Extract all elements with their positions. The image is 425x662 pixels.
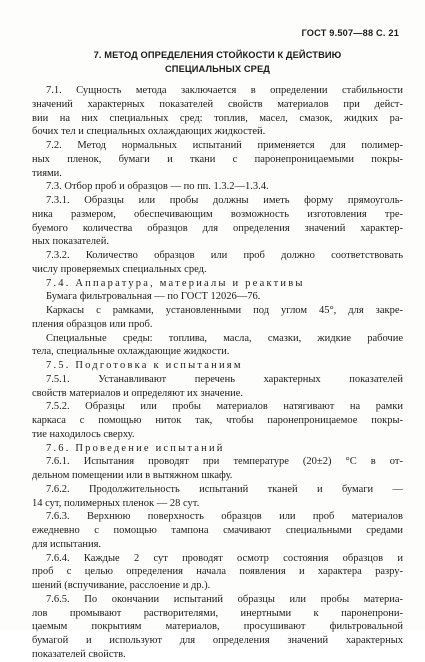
text-line: тела, специальные охлаждающие жидкости. — [32, 346, 230, 358]
paragraph-p7-6-1 — [32, 455, 403, 483]
text-line: 14 сут, полимерных пленок — 28 сут. — [32, 497, 200, 509]
paragraph-p7-5-2 — [32, 400, 403, 441]
text-line: пления образцов или проб. — [32, 318, 153, 330]
text-line: каркаса с помощью ниток так, чтобы паронепроницаемое покры- — [32, 415, 403, 426]
section-title-line-2: СПЕЦИАЛЬНЫХ СРЕД — [164, 64, 271, 74]
text-line: 7.2. Метод нормальных испытаний применяется для полимер- — [46, 140, 403, 151]
text-line: ных показателей. — [32, 236, 109, 248]
text-line: 7.6.1. Испытания проводят при температуре (20±2) °С в от- — [46, 456, 403, 468]
text-line: Специальные среды: топлива, масла, смазки, жидкие рабочие — [46, 332, 403, 344]
text-line: бочих тел и специальных охлаждающих жидкостей. — [32, 126, 266, 138]
paragraph-p7-6 — [32, 442, 403, 456]
text-line: показателей свойств. — [32, 648, 126, 660]
paragraph-p7-3-2 — [32, 249, 403, 277]
text-line: значений характерных показателей свойств материалов при дейст- — [32, 98, 403, 110]
paragraph-p7-2 — [32, 139, 403, 180]
text-line: числу проверяемых специальных сред. — [32, 263, 207, 275]
text-line: 7.6.5. По окончании испытаний образцы или пробы материа- — [46, 593, 403, 605]
text-line: проб с целью определения начала появления и характера разру- — [32, 566, 403, 578]
paragraph-p7-6-3 — [32, 510, 403, 551]
text-line: 7.5. Подготовка к испытаниям — [46, 360, 243, 371]
text-line: тие находилось сверху. — [32, 428, 135, 440]
text-line: вии на них специальных сред: топлив, масел, смазок, жидких ра- — [32, 112, 403, 124]
page-header: ГОСТ 9.507—88 С. 21 — [301, 28, 399, 38]
text-line: 7.3.2. Количество образцов или проб должно соответствовать — [46, 250, 403, 261]
text-line: Каркасы с рамками, установленными под углом 45°, для закре- — [46, 305, 403, 316]
paragraph-p7-4-media — [32, 332, 403, 360]
text-line: ежедневно с помощью тампона смачивают специальными средами — [32, 525, 403, 536]
text-line: 7.4. Аппаратура, материалы и реактивы — [46, 277, 305, 289]
text-line: 7.6.4. Каждые 2 сут проводят осмотр состояния образцов и — [46, 552, 403, 564]
text-line: ных пленок, бумаги и ткани с паронепроницаемыми покры- — [32, 153, 403, 165]
document-body — [32, 84, 403, 662]
paragraph-p7-3-1 — [32, 194, 403, 249]
text-line: Бумага фильтровальная — по ГОСТ 12026—76. — [46, 291, 261, 303]
paragraph-p7-4-paper — [32, 290, 403, 304]
paragraph-p7-5-1 — [32, 373, 403, 401]
text-line: 7.3. Отбор проб и образцов — по пп. 1.3.2—1.3.4. — [46, 181, 269, 193]
text-line: 7.6.3. Верхнюю поверхность образцов или проб материалов — [46, 511, 403, 523]
paragraph-p7-6-5 — [32, 593, 403, 662]
paragraph-p7-6-2 — [32, 483, 403, 511]
text-line: буемого количества образцов для определения значений характер- — [32, 222, 403, 234]
text-line: свойств материалов и определяют их значение. — [32, 387, 243, 399]
text-line: для испытания. — [32, 538, 102, 550]
text-line: 7.5.1. Устанавливают перечень характерных показателей — [46, 373, 403, 385]
text-line: шений (вспучивание, расслоение и др.). — [32, 580, 211, 591]
text-line: 7.5.2. Образцы или пробы материалов натягивают на рамки — [46, 401, 403, 413]
paragraph-p7-1 — [32, 84, 403, 139]
text-line: бумагой и используют для определения значений характерных — [32, 635, 403, 646]
paragraph-p7-4 — [32, 277, 403, 291]
text-line: цаемым покрытиям материалов, просушивают фильтровальной — [32, 621, 403, 633]
text-line: 7.1. Сущность метода заключается в определении стабильности — [46, 85, 403, 96]
paragraph-p7-3 — [32, 180, 403, 194]
paragraph-p7-5 — [32, 359, 403, 373]
text-line: 7.6.2. Продолжительность испытаний тканей и бумаги — — [46, 483, 403, 495]
paragraph-p7-4-frames — [32, 304, 403, 332]
text-line: ника размером, обеспечивающим возможность изготовления тре- — [32, 208, 403, 220]
section-title-line-1: 7. МЕТОД ОПРЕДЕЛЕНИЯ СТОЙКОСТИ К ДЕЙСТВИЮ — [93, 50, 342, 60]
text-line: 7.6. Проведение испытаний — [46, 442, 225, 454]
text-line: лов промывают растворителями, инертными к паронепрони- — [32, 607, 403, 619]
text-line: 7.3.1. Образцы или пробы должны иметь форму прямоуголь- — [46, 195, 403, 206]
text-line: дельном помещении или в вытяжном шкафу. — [32, 470, 233, 481]
paragraph-p7-6-4 — [32, 552, 403, 593]
text-line: тиями. — [32, 167, 62, 179]
